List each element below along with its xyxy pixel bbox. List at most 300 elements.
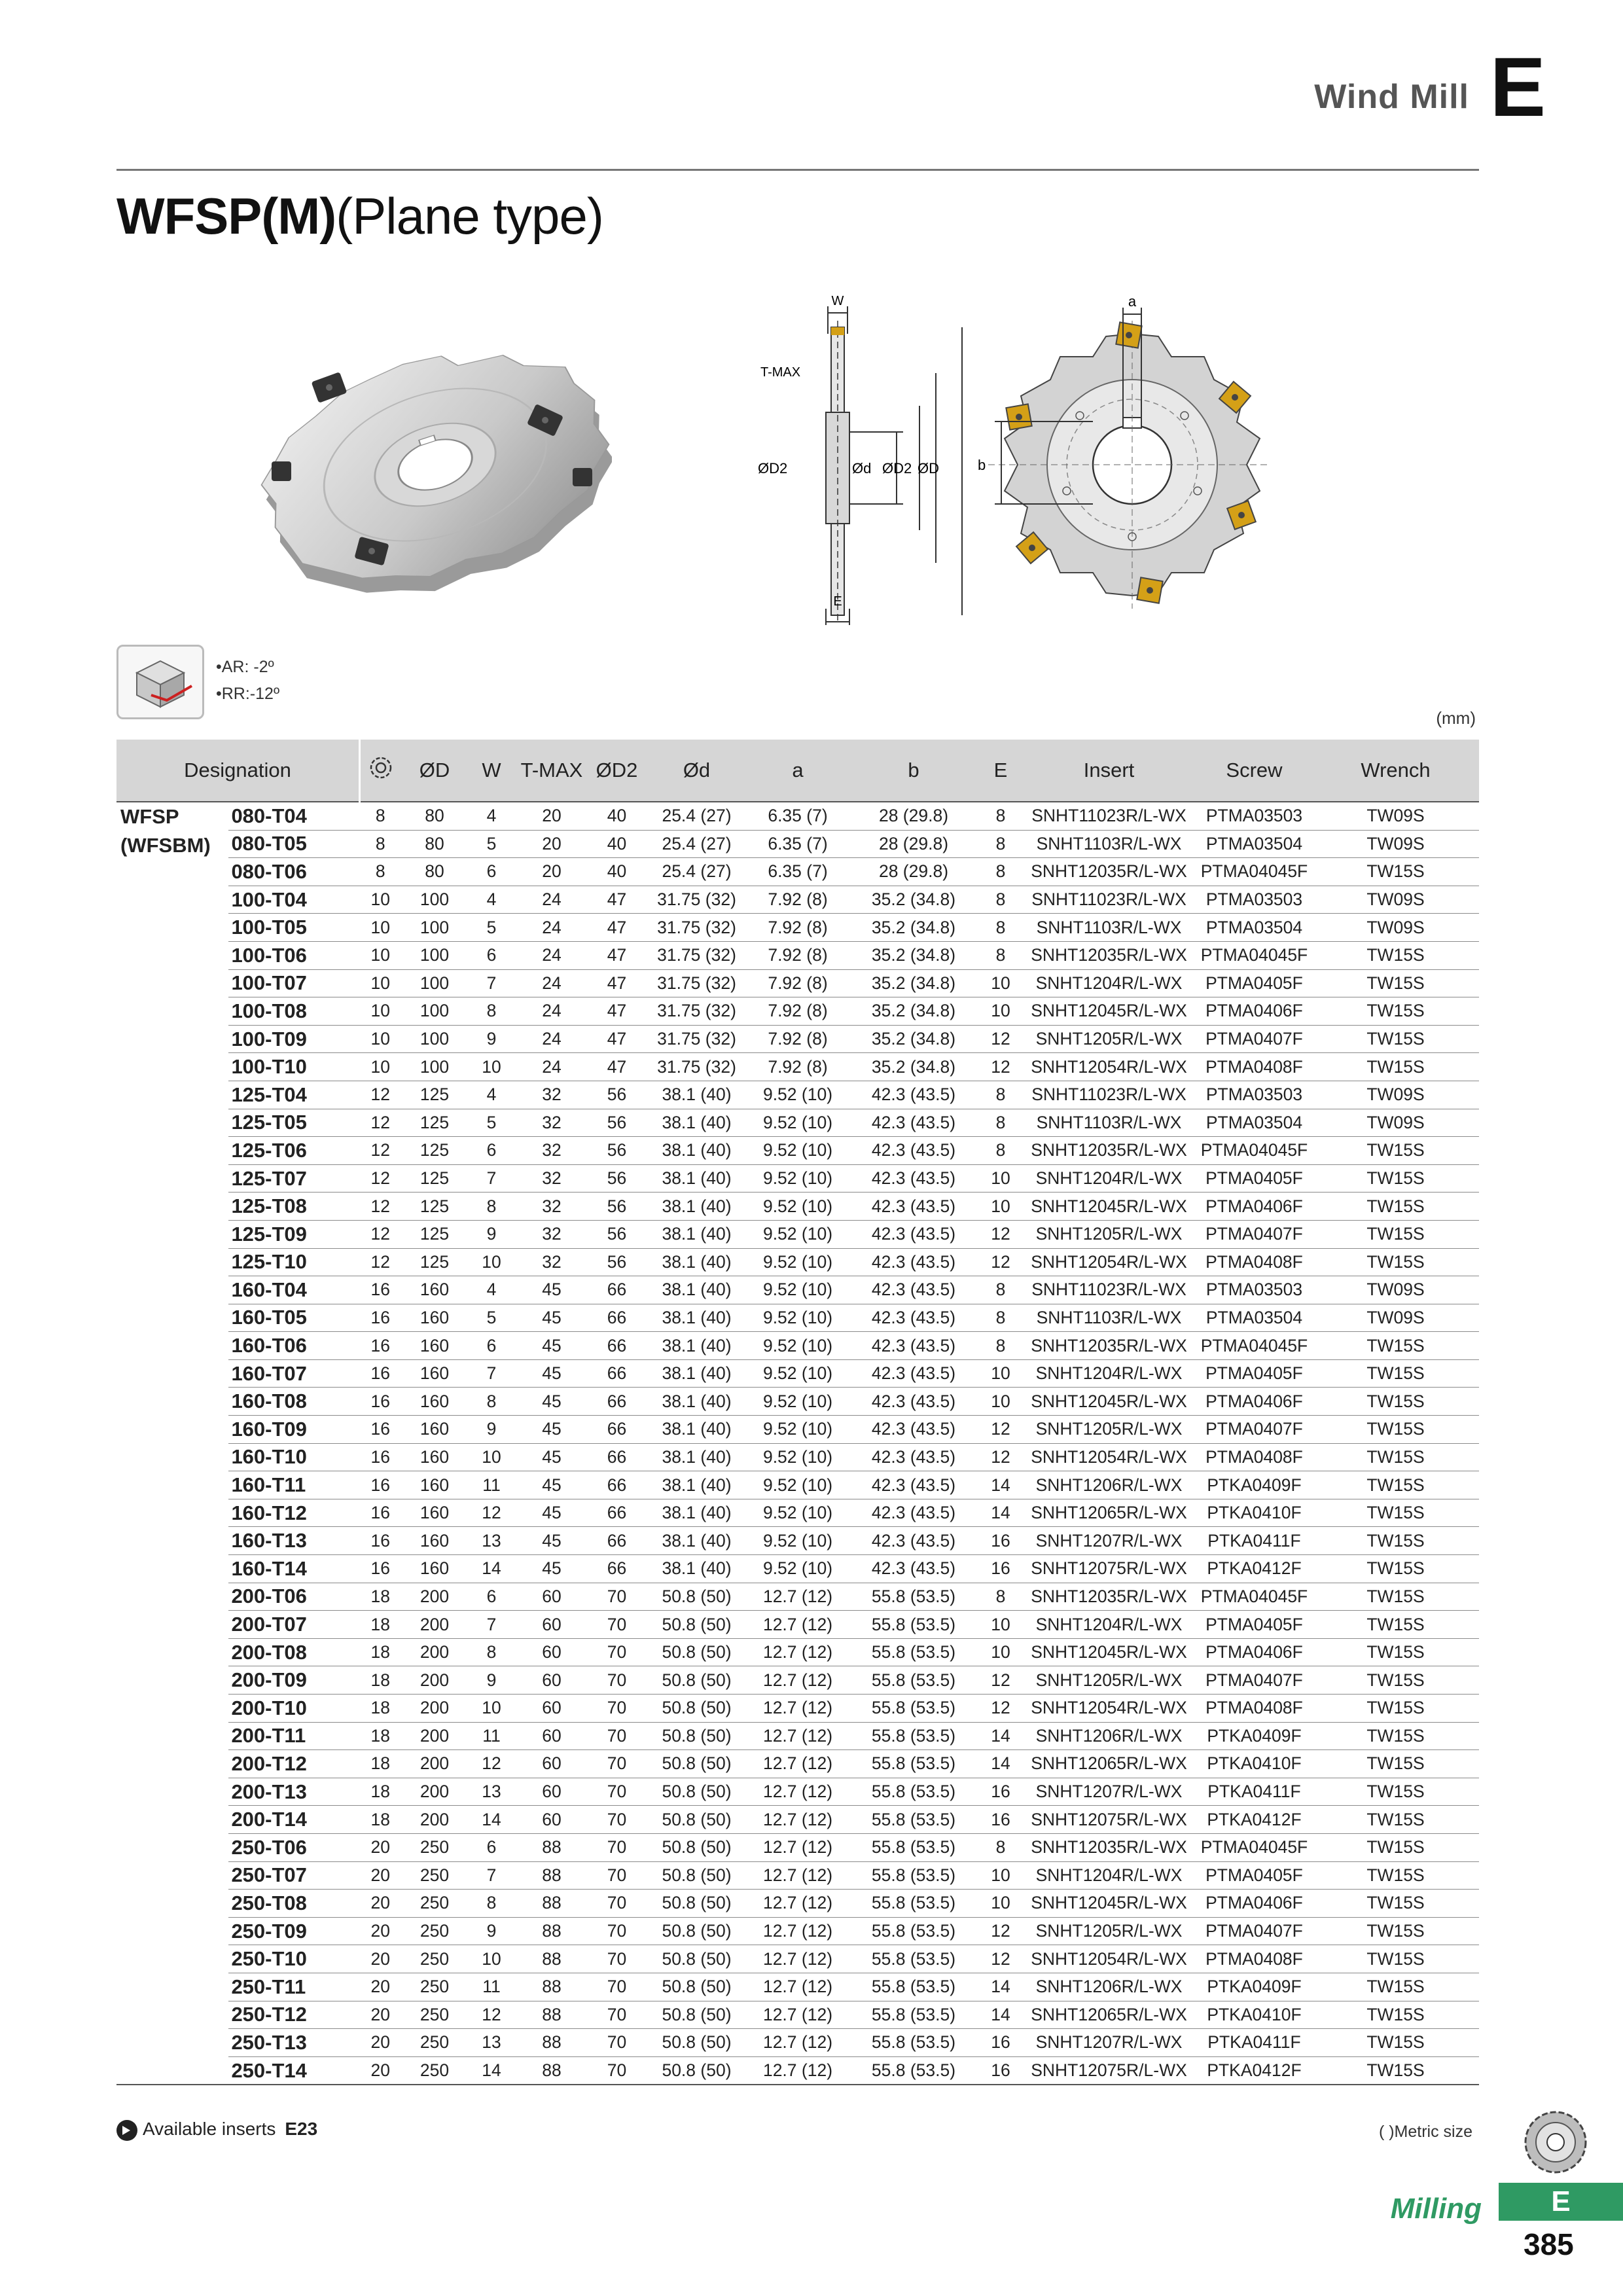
table-cell: 12 — [360, 1220, 402, 1248]
metric-size-note: ( )Metric size — [1378, 2123, 1472, 2141]
table-cell: SNHT12035R/L-WX — [1022, 1583, 1196, 1611]
table-cell: 38.1 (40) — [645, 1304, 748, 1332]
side-view-diagram — [740, 295, 975, 635]
table-cell: TW15S — [1312, 1890, 1479, 1918]
table-cell: 32 — [515, 1248, 588, 1276]
table-cell: 20 — [360, 1890, 402, 1918]
table-cell: 42.3 (43.5) — [847, 1276, 980, 1304]
table-cell: 28 (29.8) — [847, 858, 980, 886]
table-cell: 160 — [401, 1359, 468, 1388]
col-designation: Designation — [116, 740, 360, 802]
table-cell: 16 — [980, 2056, 1022, 2085]
table-cell: 14 — [980, 1471, 1022, 1499]
table-cell: 200 — [401, 1750, 468, 1778]
table-cell: 5 — [468, 914, 515, 942]
table-cell: SNHT1205R/L-WX — [1022, 1025, 1196, 1053]
table-cell: TW15S — [1312, 969, 1479, 997]
table-cell: 14 — [468, 1806, 515, 1834]
table-row — [116, 1081, 1479, 1109]
table-cell: 12.7 (12) — [748, 1750, 847, 1778]
table-cell: 47 — [588, 941, 645, 969]
table-cell: 56 — [588, 1248, 645, 1276]
table-cell: 66 — [588, 1443, 645, 1471]
designation-code: 125-T07 — [228, 1164, 359, 1193]
table-cell: 8 — [360, 802, 402, 830]
table-cell: 125 — [401, 1137, 468, 1165]
table-cell: PTMA0405F — [1196, 1359, 1312, 1388]
designation-code: 200-T09 — [228, 1666, 359, 1695]
table-row — [116, 969, 1479, 997]
table-cell: 6 — [468, 858, 515, 886]
table-cell: 12 — [980, 1220, 1022, 1248]
designation-code: 200-T07 — [228, 1611, 359, 1639]
table-cell: 88 — [515, 2001, 588, 2029]
table-cell: TW15S — [1312, 1861, 1479, 1890]
table-cell: TW09S — [1312, 886, 1479, 914]
label-d: ØD — [918, 460, 939, 476]
table-cell: 11 — [468, 1973, 515, 2001]
table-row — [116, 1443, 1479, 1471]
table-row — [116, 1053, 1479, 1081]
table-cell: 42.3 (43.5) — [847, 1388, 980, 1416]
table-cell: 10 — [980, 1388, 1022, 1416]
table-cell: 250 — [401, 1890, 468, 1918]
table-cell: 45 — [515, 1471, 588, 1499]
table-row — [116, 830, 1479, 858]
table-cell: 50.8 (50) — [645, 1861, 748, 1890]
table-cell: 12 — [980, 1443, 1022, 1471]
table-row — [116, 1416, 1479, 1444]
table-cell: 70 — [588, 1722, 645, 1750]
table-cell: 38.1 (40) — [645, 1248, 748, 1276]
table-cell: 8 — [468, 1388, 515, 1416]
table-cell: SNHT12065R/L-WX — [1022, 1499, 1196, 1527]
page-number: 385 — [1524, 2227, 1574, 2261]
table-header-row — [116, 740, 1479, 802]
table-cell: SNHT1205R/L-WX — [1022, 1917, 1196, 1945]
table-cell: PTMA03504 — [1196, 1109, 1312, 1137]
table-row — [116, 2056, 1479, 2085]
table-cell: 12.7 (12) — [748, 1722, 847, 1750]
table-cell: 250 — [401, 2001, 468, 2029]
table-cell: 20 — [360, 1861, 402, 1890]
table-cell: PTKA0411F — [1196, 2029, 1312, 2057]
header-divider — [116, 169, 1479, 171]
label-b: b — [978, 457, 986, 473]
designation-code: 100-T07 — [228, 969, 359, 997]
table-cell: 125 — [401, 1220, 468, 1248]
table-cell: SNHT12075R/L-WX — [1022, 2056, 1196, 2085]
table-cell: 16 — [360, 1304, 402, 1332]
table-cell: PTMA03503 — [1196, 1276, 1312, 1304]
table-cell: 250 — [401, 1833, 468, 1861]
designation-code: 160-T10 — [228, 1443, 359, 1471]
table-cell: 160 — [401, 1443, 468, 1471]
designation-code: 100-T09 — [228, 1025, 359, 1053]
table-cell: 42.3 (43.5) — [847, 1248, 980, 1276]
table-cell: PTMA0408F — [1196, 1945, 1312, 1973]
table-cell: 9.52 (10) — [748, 1555, 847, 1583]
table-cell: 16 — [360, 1499, 402, 1527]
table-cell: 16 — [360, 1276, 402, 1304]
rr-angle: •RR:-12º — [216, 685, 280, 703]
table-cell: 28 (29.8) — [847, 802, 980, 830]
designation-code: 250-T11 — [228, 1973, 359, 2001]
table-cell: 12.7 (12) — [748, 1945, 847, 1973]
table-cell: 70 — [588, 1666, 645, 1695]
table-cell: 55.8 (53.5) — [847, 1806, 980, 1834]
table-cell: 31.75 (32) — [645, 1053, 748, 1081]
table-cell: PTMA04045F — [1196, 1332, 1312, 1360]
table-cell: 47 — [588, 886, 645, 914]
table-cell: 24 — [515, 997, 588, 1026]
table-cell: 70 — [588, 1806, 645, 1834]
table-cell: TW09S — [1312, 802, 1479, 830]
table-cell: SNHT12065R/L-WX — [1022, 1750, 1196, 1778]
table-cell: 16 — [360, 1359, 402, 1388]
table-cell: 55.8 (53.5) — [847, 1945, 980, 1973]
table-cell: 9.52 (10) — [748, 1081, 847, 1109]
designation-code: 160-T11 — [228, 1471, 359, 1499]
table-cell: 35.2 (34.8) — [847, 969, 980, 997]
col-tmax: T-MAX — [515, 740, 588, 802]
designation-code: 125-T04 — [228, 1081, 359, 1109]
table-cell: 11 — [468, 1471, 515, 1499]
label-od2: ØD2 — [882, 460, 912, 476]
table-cell: 13 — [468, 1527, 515, 1555]
table-cell: 9 — [468, 1220, 515, 1248]
table-cell: 16 — [360, 1443, 402, 1471]
table-cell: 42.3 (43.5) — [847, 1555, 980, 1583]
table-cell: 10 — [360, 1025, 402, 1053]
teeth-count-icon — [368, 755, 394, 781]
table-cell: TW15S — [1312, 1248, 1479, 1276]
table-cell: 7 — [468, 1359, 515, 1388]
table-cell: 24 — [515, 886, 588, 914]
table-row — [116, 1388, 1479, 1416]
designation-code: 200-T14 — [228, 1806, 359, 1834]
table-cell: 35.2 (34.8) — [847, 886, 980, 914]
table-cell: SNHT1103R/L-WX — [1022, 1304, 1196, 1332]
table-cell: 38.1 (40) — [645, 1081, 748, 1109]
table-cell: TW15S — [1312, 1722, 1479, 1750]
table-cell: 125 — [401, 1164, 468, 1193]
table-cell: 12 — [360, 1193, 402, 1221]
table-cell: PTMA0406F — [1196, 1388, 1312, 1416]
table-cell: 100 — [401, 1053, 468, 1081]
table-cell: 160 — [401, 1471, 468, 1499]
table-cell: 5 — [468, 1304, 515, 1332]
table-cell: PTMA0405F — [1196, 969, 1312, 997]
table-row — [116, 886, 1479, 914]
table-cell: 42.3 (43.5) — [847, 1164, 980, 1193]
table-cell: 38.1 (40) — [645, 1499, 748, 1527]
label-od2-left: ØD2 — [758, 460, 788, 476]
table-cell: 45 — [515, 1276, 588, 1304]
table-cell: 66 — [588, 1388, 645, 1416]
table-row — [116, 1945, 1479, 1973]
table-cell: PTKA0411F — [1196, 1527, 1312, 1555]
table-cell: 14 — [980, 2001, 1022, 2029]
table-cell: 47 — [588, 914, 645, 942]
table-cell: SNHT1205R/L-WX — [1022, 1416, 1196, 1444]
table-cell: PTMA0408F — [1196, 1248, 1312, 1276]
table-cell: 55.8 (53.5) — [847, 1917, 980, 1945]
table-cell: 20 — [360, 2056, 402, 2085]
section-title: Wind Mill — [1314, 78, 1469, 116]
table-cell: 12 — [980, 1917, 1022, 1945]
cutter-thumbnail-icon — [1520, 2106, 1592, 2178]
table-cell: SNHT12045R/L-WX — [1022, 1638, 1196, 1666]
table-cell: 8 — [980, 1304, 1022, 1332]
available-inserts-label: Available inserts — [143, 2119, 276, 2139]
table-cell: 31.75 (32) — [645, 997, 748, 1026]
table-cell: 12.7 (12) — [748, 1806, 847, 1834]
designation-code: 200-T12 — [228, 1750, 359, 1778]
table-cell: PTMA0406F — [1196, 1890, 1312, 1918]
table-cell: 100 — [401, 941, 468, 969]
col-diameter: ØD — [401, 740, 468, 802]
table-cell: 10 — [980, 1890, 1022, 1918]
table-cell: 100 — [401, 969, 468, 997]
designation-code: 200-T10 — [228, 1695, 359, 1723]
table-cell: 18 — [360, 1583, 402, 1611]
table-cell: 47 — [588, 1025, 645, 1053]
table-cell: 5 — [468, 1109, 515, 1137]
table-cell: 25.4 (27) — [645, 830, 748, 858]
table-cell: 18 — [360, 1750, 402, 1778]
table-cell: SNHT1204R/L-WX — [1022, 1861, 1196, 1890]
table-cell: 66 — [588, 1359, 645, 1388]
table-cell: 42.3 (43.5) — [847, 1359, 980, 1388]
table-cell: 55.8 (53.5) — [847, 2029, 980, 2057]
table-cell: 8 — [980, 1081, 1022, 1109]
table-cell: 12.7 (12) — [748, 1611, 847, 1639]
table-cell: 8 — [980, 1833, 1022, 1861]
designation-code: 160-T04 — [228, 1276, 359, 1304]
table-row — [116, 941, 1479, 969]
designation-code: 100-T10 — [228, 1053, 359, 1081]
table-row — [116, 1722, 1479, 1750]
table-cell: 10 — [360, 1053, 402, 1081]
table-cell: 13 — [468, 2029, 515, 2057]
table-cell: SNHT11023R/L-WX — [1022, 802, 1196, 830]
table-cell: SNHT1205R/L-WX — [1022, 1666, 1196, 1695]
table-cell: 32 — [515, 1164, 588, 1193]
table-cell: 38.1 (40) — [645, 1416, 748, 1444]
table-cell: 16 — [360, 1527, 402, 1555]
page-title-main: WFSP(M) — [116, 187, 336, 245]
table-cell: 6 — [468, 1583, 515, 1611]
table-cell: 60 — [515, 1611, 588, 1639]
available-inserts-link[interactable] — [116, 2119, 317, 2141]
col-d2: ØD2 — [588, 740, 645, 802]
table-cell: 32 — [515, 1193, 588, 1221]
table-cell: 12.7 (12) — [748, 1583, 847, 1611]
table-cell: PTMA03504 — [1196, 830, 1312, 858]
table-cell: 70 — [588, 1833, 645, 1861]
table-cell: 10 — [360, 969, 402, 997]
col-wrench: Wrench — [1312, 740, 1479, 802]
table-cell: 100 — [401, 1025, 468, 1053]
designation-code: 160-T14 — [228, 1555, 359, 1583]
table-cell: 7.92 (8) — [748, 914, 847, 942]
table-cell: 42.3 (43.5) — [847, 1304, 980, 1332]
table-row — [116, 2001, 1479, 2029]
table-cell: SNHT1206R/L-WX — [1022, 1722, 1196, 1750]
table-cell: 42.3 (43.5) — [847, 1220, 980, 1248]
table-cell: 160 — [401, 1499, 468, 1527]
table-cell: PTKA0409F — [1196, 1722, 1312, 1750]
table-cell: 60 — [515, 1666, 588, 1695]
table-row — [116, 1666, 1479, 1695]
table-cell: 160 — [401, 1304, 468, 1332]
table-cell: 60 — [515, 1583, 588, 1611]
table-cell: 8 — [980, 941, 1022, 969]
table-cell: 38.1 (40) — [645, 1220, 748, 1248]
table-cell: TW09S — [1312, 1081, 1479, 1109]
table-cell: 55.8 (53.5) — [847, 1611, 980, 1639]
col-b: b — [847, 740, 980, 802]
table-cell: 20 — [515, 802, 588, 830]
table-cell: PTMA0408F — [1196, 1443, 1312, 1471]
table-cell: 10 — [980, 969, 1022, 997]
table-cell: 100 — [401, 997, 468, 1026]
table-cell: TW15S — [1312, 1193, 1479, 1221]
table-cell: 16 — [360, 1416, 402, 1444]
table-cell: TW15S — [1312, 1666, 1479, 1695]
table-cell: 9.52 (10) — [748, 1443, 847, 1471]
table-cell: 7 — [468, 1611, 515, 1639]
table-cell: 9.52 (10) — [748, 1359, 847, 1388]
table-cell: 200 — [401, 1611, 468, 1639]
table-cell: 55.8 (53.5) — [847, 1750, 980, 1778]
table-cell: PTMA0405F — [1196, 1164, 1312, 1193]
table-cell: 7.92 (8) — [748, 1053, 847, 1081]
table-cell: 66 — [588, 1471, 645, 1499]
table-cell: 200 — [401, 1806, 468, 1834]
label-a: a — [1128, 295, 1137, 310]
table-cell: TW15S — [1312, 1025, 1479, 1053]
front-view-diagram — [969, 295, 1270, 615]
table-cell: 42.3 (43.5) — [847, 1499, 980, 1527]
table-row — [116, 1109, 1479, 1137]
table-cell: 16 — [360, 1555, 402, 1583]
table-cell: 12 — [360, 1248, 402, 1276]
table-cell: 32 — [515, 1137, 588, 1165]
table-cell: TW15S — [1312, 1137, 1479, 1165]
table-row — [116, 1917, 1479, 1945]
spec-table — [116, 740, 1479, 2085]
table-cell: PTMA0407F — [1196, 1917, 1312, 1945]
table-cell: 55.8 (53.5) — [847, 2001, 980, 2029]
table-cell: 12.7 (12) — [748, 1973, 847, 2001]
table-cell: 45 — [515, 1443, 588, 1471]
table-cell: 24 — [515, 914, 588, 942]
table-cell: 10 — [360, 997, 402, 1026]
table-cell: TW15S — [1312, 1750, 1479, 1778]
table-cell: 38.1 (40) — [645, 1332, 748, 1360]
table-cell: 70 — [588, 2056, 645, 2085]
table-cell: 31.75 (32) — [645, 914, 748, 942]
table-cell: 55.8 (53.5) — [847, 1861, 980, 1890]
table-cell: 10 — [360, 941, 402, 969]
table-row — [116, 1611, 1479, 1639]
table-cell: 38.1 (40) — [645, 1109, 748, 1137]
table-cell: 8 — [980, 1276, 1022, 1304]
table-cell: 42.3 (43.5) — [847, 1109, 980, 1137]
table-cell: SNHT1206R/L-WX — [1022, 1973, 1196, 2001]
table-cell: TW15S — [1312, 1806, 1479, 1834]
table-cell: 55.8 (53.5) — [847, 1722, 980, 1750]
table-cell: SNHT12075R/L-WX — [1022, 1555, 1196, 1583]
table-cell: 9.52 (10) — [748, 1248, 847, 1276]
table-cell: SNHT1207R/L-WX — [1022, 2029, 1196, 2057]
table-row — [116, 1806, 1479, 1834]
table-cell: 10 — [980, 1611, 1022, 1639]
table-cell: SNHT1103R/L-WX — [1022, 914, 1196, 942]
table-cell: 9.52 (10) — [748, 1304, 847, 1332]
designation-code: 200-T08 — [228, 1638, 359, 1666]
table-cell: 50.8 (50) — [645, 1722, 748, 1750]
table-cell: 12.7 (12) — [748, 1638, 847, 1666]
table-cell: SNHT12054R/L-WX — [1022, 1053, 1196, 1081]
table-cell: 50.8 (50) — [645, 2029, 748, 2057]
table-cell: 6 — [468, 941, 515, 969]
table-cell: 6.35 (7) — [748, 830, 847, 858]
table-cell: 66 — [588, 1527, 645, 1555]
table-cell: 88 — [515, 1917, 588, 1945]
table-cell: TW15S — [1312, 1388, 1479, 1416]
table-cell: 50.8 (50) — [645, 1611, 748, 1639]
table-row — [116, 1332, 1479, 1360]
table-cell: PTKA0410F — [1196, 2001, 1312, 2029]
table-cell: 42.3 (43.5) — [847, 1471, 980, 1499]
table-cell: 9 — [468, 1917, 515, 1945]
table-cell: 10 — [980, 997, 1022, 1026]
table-cell: 12 — [980, 1695, 1022, 1723]
table-cell: SNHT12054R/L-WX — [1022, 1695, 1196, 1723]
table-cell: PTKA0412F — [1196, 1555, 1312, 1583]
designation-code: 125-T06 — [228, 1137, 359, 1165]
table-cell: 50.8 (50) — [645, 1750, 748, 1778]
table-cell: 35.2 (34.8) — [847, 997, 980, 1026]
table-cell: 50.8 (50) — [645, 2001, 748, 2029]
table-row — [116, 1359, 1479, 1388]
table-row — [116, 1137, 1479, 1165]
table-cell: 24 — [515, 941, 588, 969]
table-cell: 20 — [360, 2001, 402, 2029]
table-cell: SNHT1103R/L-WX — [1022, 1109, 1196, 1137]
table-cell: 70 — [588, 1945, 645, 1973]
table-cell: PTMA04045F — [1196, 941, 1312, 969]
table-row — [116, 1527, 1479, 1555]
table-cell: 160 — [401, 1332, 468, 1360]
table-cell: 38.1 (40) — [645, 1164, 748, 1193]
designation-code: 160-T05 — [228, 1304, 359, 1332]
table-cell: 70 — [588, 1778, 645, 1806]
table-cell: 50.8 (50) — [645, 1583, 748, 1611]
designation-code: 160-T13 — [228, 1527, 359, 1555]
table-cell: SNHT12054R/L-WX — [1022, 1443, 1196, 1471]
table-cell: TW15S — [1312, 2056, 1479, 2085]
table-cell: 60 — [515, 1750, 588, 1778]
table-cell: 38.1 (40) — [645, 1137, 748, 1165]
designation-code: 160-T09 — [228, 1416, 359, 1444]
table-cell: PTMA04045F — [1196, 858, 1312, 886]
table-cell: 12 — [980, 1666, 1022, 1695]
table-cell: 10 — [468, 1248, 515, 1276]
